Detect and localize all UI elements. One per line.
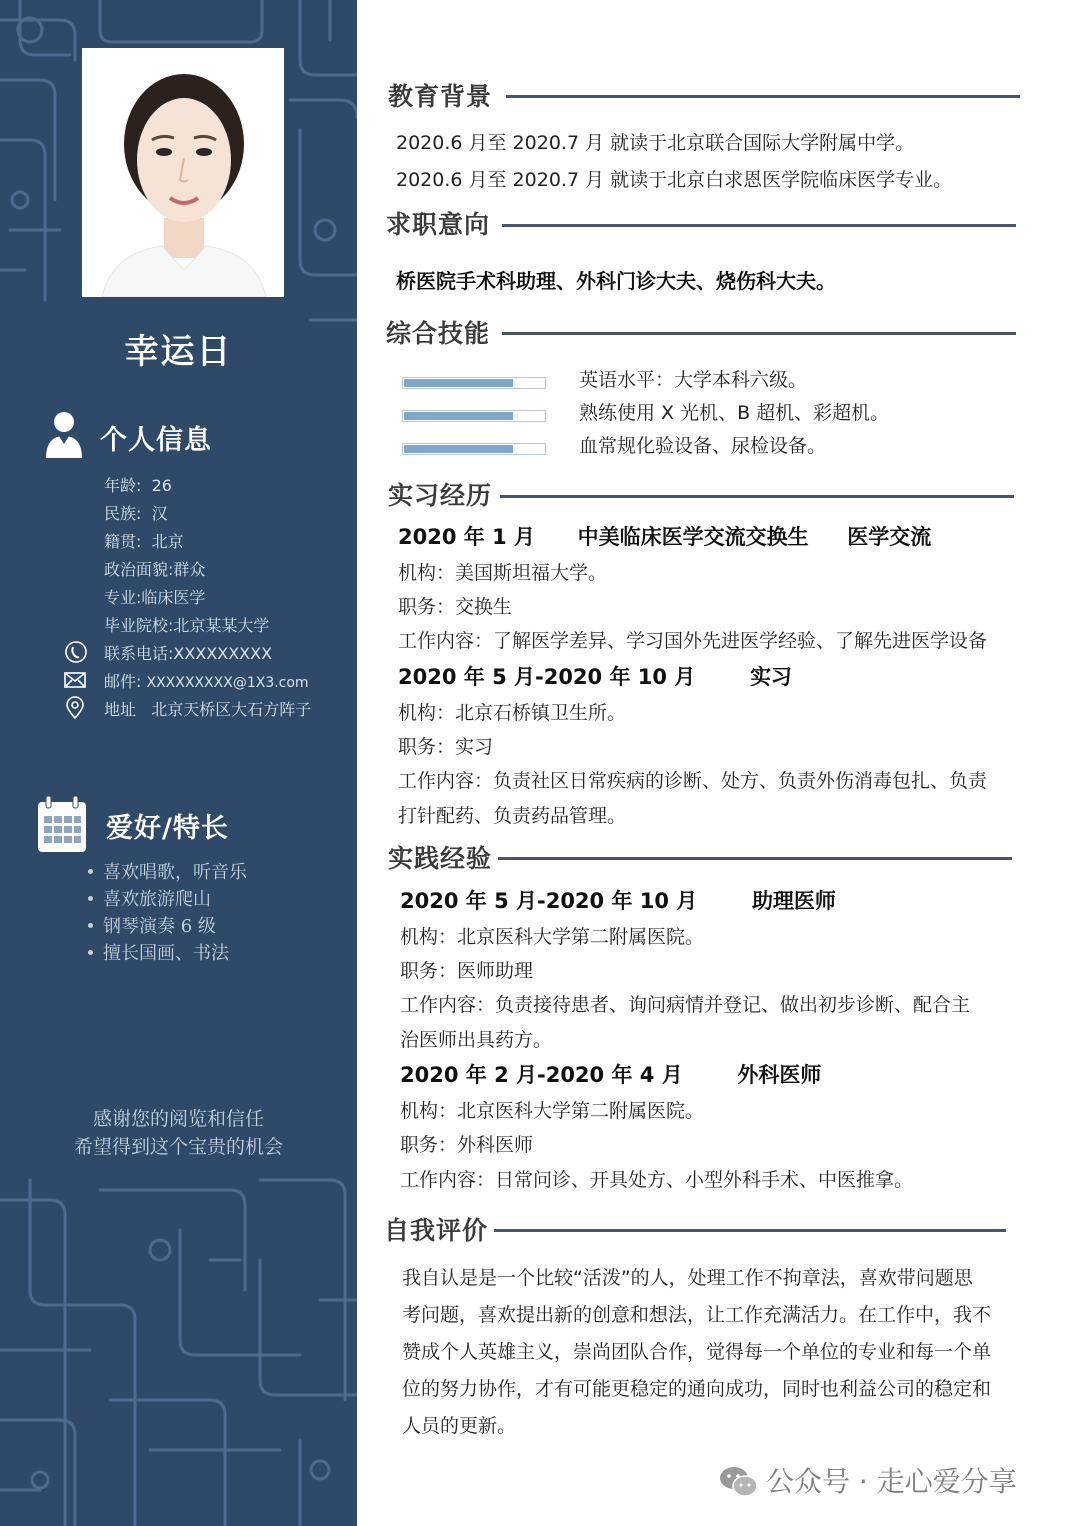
entry-work: 工作内容：负责接待患者、询问病情并登记、做出初步诊断、配合主 <box>400 994 971 1016</box>
entry-work: 工作内容：日常问诊、开具处方、小型外科手术、中医推拿。 <box>400 1169 914 1191</box>
hobbies-heading: 爱好/特长 <box>106 813 229 844</box>
skill-text: 血常规化验设备、尿检设备。 <box>579 435 827 457</box>
list-item <box>88 914 216 940</box>
section-divider <box>494 1229 1006 1232</box>
section-title-objective: 求职意向 <box>386 210 491 239</box>
entry-role: 医学交流 <box>847 525 932 549</box>
info-value: 北京某某大学 <box>173 616 270 635</box>
entry-work: 治医师出具药方。 <box>400 1029 553 1051</box>
list-item <box>88 941 229 967</box>
info-label: 专业: <box>104 588 142 607</box>
objective-text: 桥医院手术科助理、外科门诊大夫、烧伤科大夫。 <box>396 269 836 293</box>
section-title-internship: 实习经历 <box>388 481 493 510</box>
thanks-message <box>0 1105 357 1161</box>
info-value: XXXXXXXXX <box>173 644 273 663</box>
info-row-political-status <box>104 558 205 582</box>
entry-org: 机构：北京医科大学第二附属医院。 <box>400 1100 705 1122</box>
info-value: 北京 <box>151 532 184 551</box>
entry-role-line: 职务：交换生 <box>398 596 513 618</box>
list-item <box>88 887 211 913</box>
section-title-skills: 综合技能 <box>386 319 491 348</box>
info-row-major <box>104 586 205 610</box>
entry-date: 2020 年 5 月-2020 年 10 月 <box>400 889 698 913</box>
phone-icon <box>64 640 88 664</box>
info-value: 群众 <box>173 560 206 579</box>
skill-level-bar <box>402 443 546 455</box>
entry-program: 中美临床医学交流交换生 <box>577 525 809 549</box>
entry-heading <box>398 662 792 692</box>
info-row-phone <box>104 642 272 666</box>
skill-text: 英语水平：大学本科六级。 <box>579 369 808 391</box>
section-title-education: 教育背景 <box>388 82 493 111</box>
entry-role-line: 职务：医师助理 <box>400 960 534 982</box>
skill-text: 熟练使用 X 光机、B 超机、彩超机。 <box>579 402 890 424</box>
entry-org: 机构：北京医科大学第二附属医院。 <box>400 926 705 948</box>
self-eval-line: 我自认是是一个比较“活泼”的人，处理工作不拘章法，喜欢带问题思 <box>402 1267 973 1289</box>
entry-work: 打针配药、负责药品管理。 <box>398 805 627 827</box>
location-pin-icon <box>63 696 87 720</box>
info-value: 26 <box>151 476 172 495</box>
entry-work: 工作内容：负责社区日常疾病的诊断、处方、负责外伤消毒包扎、负责 <box>398 770 988 792</box>
entry-heading <box>398 522 931 552</box>
person-name: 幸运日 <box>124 332 233 372</box>
entry-org: 机构：北京石桥镇卫生所。 <box>398 702 627 724</box>
entry-role-line: 职务：外科医师 <box>400 1134 534 1156</box>
self-eval-line: 位的努力协作，才有可能更稳定的通向成功，同时也利益公司的稳定和 <box>402 1378 992 1400</box>
entry-heading <box>400 886 836 916</box>
entry-date: 2020 年 1 月 <box>398 525 535 549</box>
watermark-text: 公众号 · 走心爱分享 <box>766 1465 1017 1498</box>
wechat-icon <box>718 1464 760 1500</box>
section-divider <box>502 332 1016 335</box>
calendar-icon <box>36 794 88 854</box>
education-item: 2020.6 月至 2020.7 月 就读于北京白求恩医学院临床医学专业。 <box>396 169 953 191</box>
skill-level-fill <box>404 445 513 453</box>
section-divider <box>500 495 1014 498</box>
entry-heading <box>400 1060 821 1090</box>
thanks-line: 感谢您的阅览和信任 <box>92 1108 264 1130</box>
info-label: 年龄: <box>104 476 142 495</box>
info-label: 地址 <box>104 700 137 719</box>
self-eval-line: 赞成个人英雄主义，崇尚团队合作，觉得每一个单位的专业和每一个单 <box>402 1341 992 1363</box>
personal-info-heading: 个人信息 <box>100 425 212 456</box>
entry-date: 2020 年 2 月-2020 年 4 月 <box>400 1063 683 1087</box>
skill-level-fill <box>404 412 513 420</box>
section-title-practice: 实践经验 <box>388 844 493 873</box>
skill-level-bar <box>402 410 546 422</box>
info-label: 籍贯: <box>104 532 142 551</box>
hobby-text: 钢琴演奏 6 级 <box>103 916 216 937</box>
self-eval-line: 人员的更新。 <box>402 1415 517 1437</box>
info-row-email <box>104 670 309 694</box>
section-title-self-evaluation: 自我评价 <box>384 1216 489 1245</box>
info-value: 临床医学 <box>141 588 206 607</box>
info-value: XXXXXXXXX@1X3.com <box>146 675 309 691</box>
section-divider <box>502 224 1016 227</box>
entry-role: 外科医师 <box>737 1063 822 1087</box>
sidebar <box>0 0 357 1526</box>
thanks-line: 希望得到这个宝贵的机会 <box>73 1136 283 1158</box>
section-divider <box>506 95 1020 98</box>
list-item <box>88 860 247 886</box>
info-row-ethnicity <box>104 502 168 526</box>
info-row-address <box>104 698 311 722</box>
info-label: 政治面貌: <box>104 560 174 579</box>
hobby-text: 喜欢唱歌，听音乐 <box>103 862 247 883</box>
info-label: 邮件: <box>104 672 142 691</box>
entry-org: 机构：美国斯坦福大学。 <box>398 562 608 584</box>
entry-date: 2020 年 5 月-2020 年 10 月 <box>398 665 696 689</box>
profile-photo <box>82 48 284 297</box>
info-row-age <box>104 474 172 498</box>
hobby-text: 擅长国画、书法 <box>103 943 229 964</box>
info-row-hometown <box>104 530 184 554</box>
self-eval-line: 考问题，喜欢提出新的创意和想法，让工作充满活力。在工作中，我不 <box>402 1304 992 1326</box>
info-label: 毕业院校: <box>104 616 174 635</box>
entry-role-line: 职务：实习 <box>398 736 494 758</box>
skill-level-bar <box>402 377 546 389</box>
entry-role: 实习 <box>749 665 792 689</box>
section-divider <box>498 857 1012 860</box>
person-icon <box>44 410 84 460</box>
skill-level-fill <box>404 379 513 387</box>
info-value: 北京天桥区大石方阵子 <box>151 700 312 719</box>
mail-icon <box>63 668 87 692</box>
info-label: 联系电话: <box>104 644 174 663</box>
info-value: 汉 <box>151 504 168 523</box>
entry-role: 助理医师 <box>751 889 836 913</box>
education-item: 2020.6 月至 2020.7 月 就读于北京联合国际大学附属中学。 <box>396 132 915 154</box>
info-row-school <box>104 614 269 638</box>
hobby-text: 喜欢旅游爬山 <box>103 889 211 910</box>
info-label: 民族: <box>104 504 142 523</box>
entry-work: 工作内容：了解医学差异、学习国外先进医学经验、了解先进医学设备 <box>398 630 988 652</box>
